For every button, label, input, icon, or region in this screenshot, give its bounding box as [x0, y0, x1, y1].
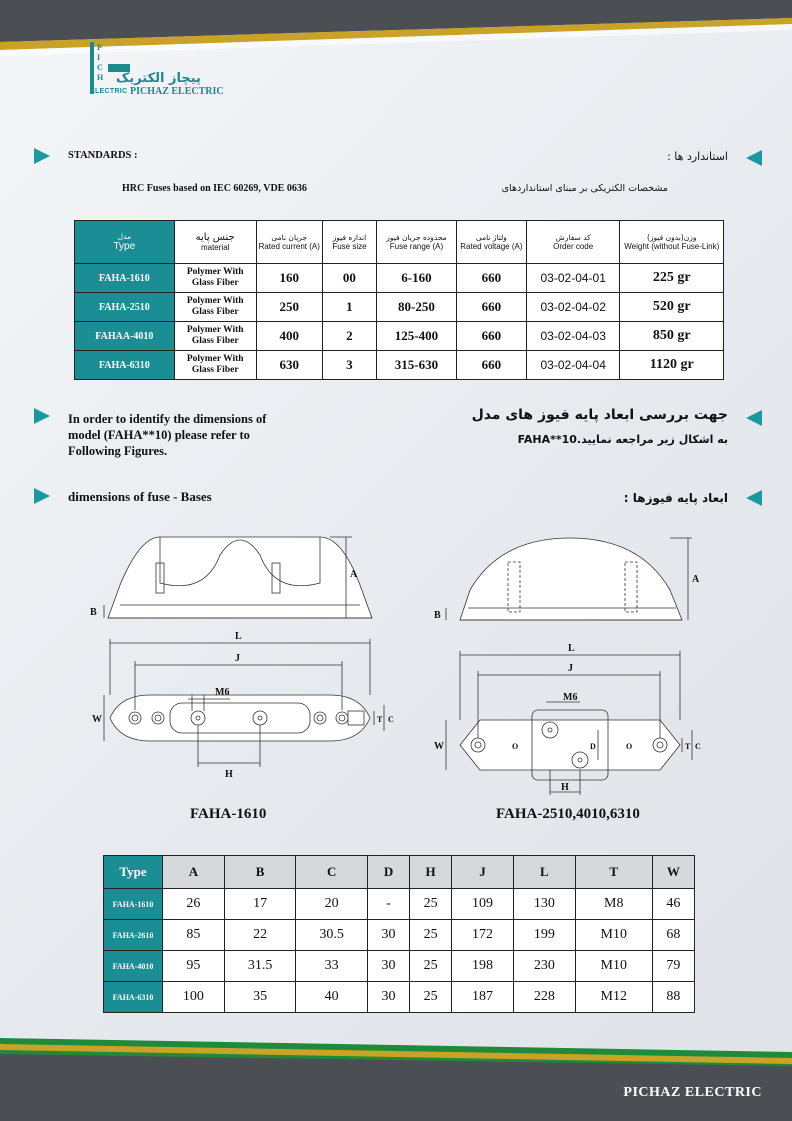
- arrow-left-icon: [746, 490, 762, 506]
- spec-current: 630: [256, 351, 322, 380]
- identify-text-fa-2: به اشکال زیر مراجعه نمایید.FAHA**10: [517, 433, 728, 446]
- footer-brand: PICHAZ ELECTRIC: [623, 1085, 762, 1100]
- spec-table: [74, 220, 724, 380]
- dim-header: B: [224, 856, 296, 889]
- spec-code: 03-02-04-03: [526, 322, 620, 351]
- spec-material: Polymer With Glass Fiber: [174, 351, 256, 380]
- table-row: FAHA-4010 95 31.5 33 30 25 198 230 M10 79: [104, 951, 695, 982]
- table-row: FAHA-2610 85 22 30.5 30 25 172 199 M10 68: [104, 920, 695, 951]
- svg-text:M6: M6: [563, 692, 578, 703]
- arrow-right-icon: [34, 488, 50, 504]
- table-row: [75, 293, 724, 322]
- spec-size: 1: [322, 293, 376, 322]
- logo-main: PICHAZ ELECTRIC: [130, 86, 224, 97]
- dim-header: D: [367, 856, 409, 889]
- spec-size: 2: [322, 322, 376, 351]
- svg-text:B: B: [90, 607, 97, 618]
- right-drawing-caption: FAHA-2510,4010,6310: [496, 806, 640, 822]
- spec-material: Polymer With Glass Fiber: [174, 264, 256, 293]
- table-row: [75, 264, 724, 293]
- spec-voltage: 660: [456, 322, 526, 351]
- dim-header: Type: [104, 856, 163, 889]
- svg-text:H: H: [561, 782, 569, 793]
- dim-header: T: [575, 856, 652, 889]
- spec-type: FAHAA-4010: [75, 322, 175, 351]
- spec-header-type: مدل Type: [75, 221, 175, 264]
- spec-material: Polymer With Glass Fiber: [174, 293, 256, 322]
- svg-text:C: C: [695, 742, 701, 751]
- logo-persian: پیچاز الکتریک: [116, 71, 201, 86]
- dim-header: W: [652, 856, 694, 889]
- faha-2510-drawing: [420, 520, 710, 800]
- dim-header: A: [163, 856, 225, 889]
- dim-header: J: [452, 856, 514, 889]
- spec-voltage: 660: [456, 351, 526, 380]
- spec-header-voltage: ولتاژ نامی Rated voltage (A): [456, 221, 526, 264]
- standards-heading-en: STANDARDS :: [68, 150, 138, 161]
- svg-text:O: O: [512, 742, 519, 751]
- spec-range: 80-250: [377, 293, 457, 322]
- spec-header-weight: وزن(بدون فیوز) Weight (without Fuse-Link): [620, 221, 724, 264]
- spec-voltage: 660: [456, 264, 526, 293]
- left-drawing-caption: FAHA-1610: [190, 806, 267, 822]
- spec-type: FAHA-2510: [75, 293, 175, 322]
- spec-code: 03-02-04-04: [526, 351, 620, 380]
- svg-text:A: A: [692, 574, 700, 585]
- dimension-table: [103, 855, 695, 1013]
- svg-text:M6: M6: [215, 687, 230, 698]
- spec-size: 00: [322, 264, 376, 293]
- spec-material: Polymer With Glass Fiber: [174, 322, 256, 351]
- arrow-left-icon: [746, 150, 762, 166]
- spec-size: 3: [322, 351, 376, 380]
- arrow-left-icon: [746, 410, 762, 426]
- spec-type: FAHA-6310: [75, 351, 175, 380]
- logo-sub: ELECTRIC: [90, 88, 128, 95]
- spec-weight: 1120 gr: [620, 351, 724, 380]
- svg-text:J: J: [568, 663, 573, 674]
- spec-code: 03-02-04-01: [526, 264, 620, 293]
- faha-1610-drawing: [80, 515, 400, 805]
- identify-text-fa-1: جهت بررسی ابعاد پایه فیوز های مدل: [471, 407, 728, 423]
- svg-text:W: W: [92, 714, 102, 725]
- spec-type: FAHA-1610: [75, 264, 175, 293]
- arrow-right-icon: [34, 148, 50, 164]
- table-row: FAHA-1610 26 17 20 - 25 109 130 M8 46: [104, 889, 695, 920]
- spec-weight: 225 gr: [620, 264, 724, 293]
- spec-header-range: محدوده جریان فیوز Fuse range (A): [377, 221, 457, 264]
- spec-voltage: 660: [456, 293, 526, 322]
- svg-text:I: I: [97, 53, 101, 62]
- svg-text:T: T: [377, 715, 383, 724]
- arrow-right-icon: [34, 408, 50, 424]
- dim-header: C: [296, 856, 368, 889]
- hrc-standard-fa: مشخصات الکتریکی بر مبنای استانداردهای: [501, 183, 668, 194]
- spec-weight: 850 gr: [620, 322, 724, 351]
- svg-text:A: A: [350, 569, 358, 580]
- svg-text:J: J: [235, 653, 240, 664]
- spec-range: 315-630: [377, 351, 457, 380]
- dimensions-heading-fa: ابعاد پایه فیوزها :: [623, 491, 728, 505]
- svg-text:T: T: [685, 742, 691, 751]
- svg-text:O: O: [626, 742, 633, 751]
- spec-header-material: جنس پایه material: [174, 221, 256, 264]
- svg-text:H: H: [97, 73, 104, 82]
- spec-current: 400: [256, 322, 322, 351]
- svg-text:B: B: [434, 610, 441, 621]
- svg-text:H: H: [225, 769, 233, 780]
- svg-text:C: C: [97, 63, 103, 72]
- svg-text:L: L: [568, 643, 575, 654]
- identify-text-en: In order to identify the dimensions of model (FAHA**10) please refer to Following Figures.: [68, 412, 267, 458]
- bottom-band: [0, 1030, 792, 1121]
- svg-text:P: P: [97, 43, 102, 52]
- spec-code: 03-02-04-02: [526, 293, 620, 322]
- spec-weight: 520 gr: [620, 293, 724, 322]
- spec-current: 250: [256, 293, 322, 322]
- svg-text:D: D: [590, 742, 596, 751]
- hrc-standard-en: HRC Fuses based on IEC 60269, VDE 0636: [122, 183, 307, 194]
- table-row: FAHA-6310 100 35 40 30 25 187 228 M12 88: [104, 982, 695, 1013]
- spec-range: 6-160: [377, 264, 457, 293]
- spec-header-code: کد سفارش Order code: [526, 221, 620, 264]
- standards-heading-fa: استاندارد ها :: [667, 150, 728, 163]
- spec-header-size: اندازه فیوز Fuse size: [322, 221, 376, 264]
- dim-header: H: [410, 856, 452, 889]
- spec-range: 125-400: [377, 322, 457, 351]
- dimensions-heading-en: dimensions of fuse - Bases: [68, 489, 212, 504]
- svg-text:L: L: [235, 631, 242, 642]
- table-row: [75, 322, 724, 351]
- dim-header: L: [513, 856, 575, 889]
- table-row: [75, 351, 724, 380]
- spec-current: 160: [256, 264, 322, 293]
- svg-text:W: W: [434, 741, 444, 752]
- svg-text:C: C: [388, 715, 394, 724]
- spec-header-current: جریان نامی Rated current (A): [256, 221, 322, 264]
